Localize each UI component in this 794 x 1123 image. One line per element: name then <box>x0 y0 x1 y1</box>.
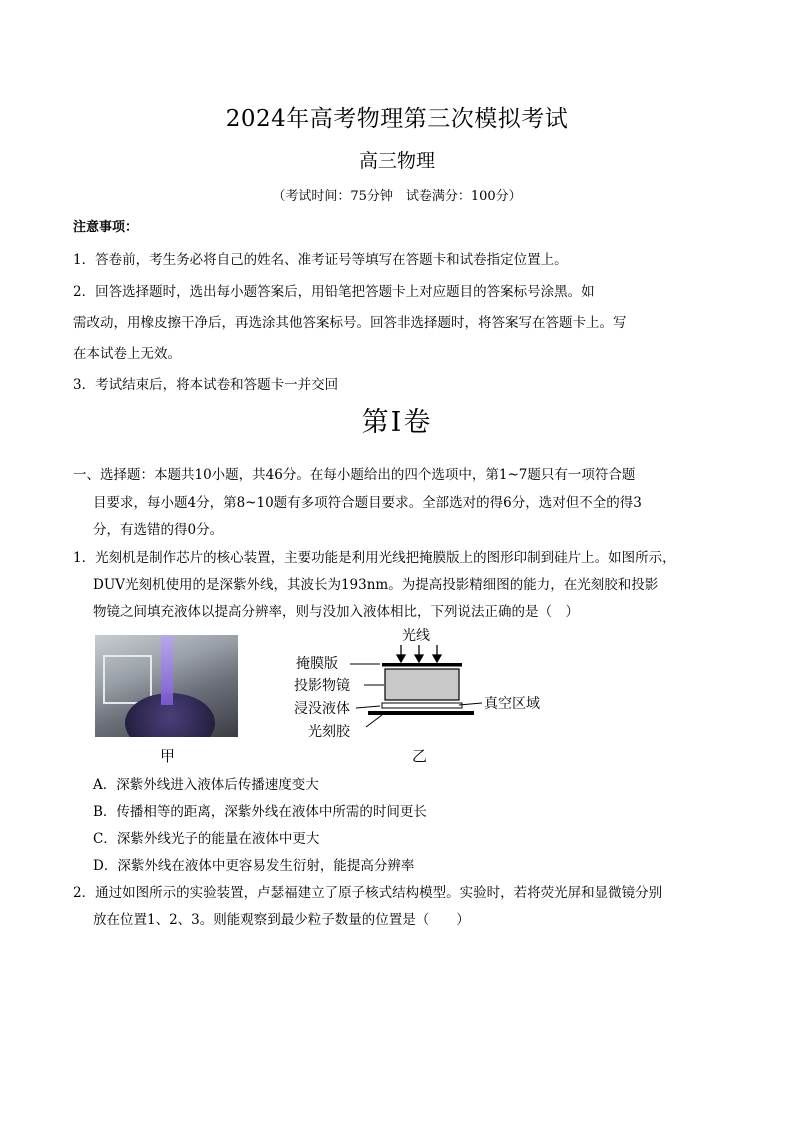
notice-heading: 注意事项： <box>73 220 139 235</box>
exam-subtitle: 高三物理 <box>358 150 435 172</box>
immersion-lithography-diagram <box>290 625 560 740</box>
light-arrows <box>397 645 441 662</box>
section-instructions: 分，有选错的得0分。 <box>93 522 224 538</box>
figure-caption-yi: 乙 <box>412 747 428 765</box>
question-1-stem: 物镜之间填充液体以提高分辨率，则与没加入液体相比，下列说法正确的是（ ） <box>93 604 579 620</box>
label-resist: 光刻胶 <box>308 725 350 740</box>
question-2-stem: 2．通过如图所示的实验装置，卢瑟福建立了原子核式结构模型。实验时，若将荧光屏和显微镜分别 <box>73 885 663 901</box>
question-1-stem: 1．光刻机是制作芯片的核心装置，主要功能是利用光线把掩膜版上的图形印制到硅片上。如图所示， <box>73 550 676 566</box>
figure-caption-jia: 甲 <box>160 747 176 765</box>
projection-lens <box>385 669 459 700</box>
notice-item: 在本试卷上无效。 <box>73 346 181 362</box>
label-vacuum: 真空区域 <box>484 697 540 712</box>
exam-time-info: （考试时间：75分钟 试卷满分：100分） <box>272 189 522 204</box>
lithography-machine-photo <box>95 635 238 737</box>
photoresist-wafer <box>368 711 474 715</box>
mask-plate <box>382 663 462 667</box>
label-liquid: 浸没液体 <box>294 702 350 717</box>
volume-heading: 第Ⅰ卷 <box>361 407 433 438</box>
question-1-option-a: A．深紫外线进入液体后传播速度变大 <box>93 777 319 793</box>
exam-title: 2024年高考物理第三次模拟考试 <box>225 106 569 132</box>
question-1-option-d: D．深紫外线在液体中更容易发生衍射，能提高分辨率 <box>93 858 415 874</box>
notice-item: 3．考试结束后，将本试卷和答题卡一并交回 <box>73 377 339 393</box>
notice-item: 2．回答选择题时，选出每小题答案后，用铅笔把答题卡上对应题目的答案标号涂黑。如 <box>73 284 595 300</box>
immersion-liquid <box>382 703 462 708</box>
notice-item: 1．答卷前，考生务必将自己的姓名、准考证号等填写在答题卡和试卷指定位置上。 <box>73 252 568 268</box>
notice-item: 需改动，用橡皮擦干净后，再选涂其他答案标号。回答非选择题时，将答案写在答题卡上。写 <box>73 315 627 331</box>
question-2-stem: 放在位置1、2、3。则能观察到最少粒子数量的位置是（ ） <box>93 912 470 928</box>
label-lens: 投影物镜 <box>294 679 350 694</box>
section-instructions: 目要求，每小题4分，第8~10题有多项符合题目要求。全部选对的得6分，选对但不全的得3 <box>93 495 642 511</box>
label-mask: 掩膜版 <box>296 657 338 672</box>
question-1-stem: DUV光刻机使用的是深紫外线，其波长为193nm。为提高投影精细图的能力，在光刻胶和投影 <box>93 577 659 593</box>
label-light: 光线 <box>402 629 430 644</box>
section-instructions: 一、选择题：本题共10小题，共46分。在每小题给出的四个选项中，第1~7题只有一项符合题 <box>73 467 636 483</box>
question-1-option-b: B．传播相等的距离，深紫外线在液体中所需的时间更长 <box>93 804 427 820</box>
question-1-option-c: C．深紫外线光子的能量在液体中更大 <box>93 831 320 847</box>
